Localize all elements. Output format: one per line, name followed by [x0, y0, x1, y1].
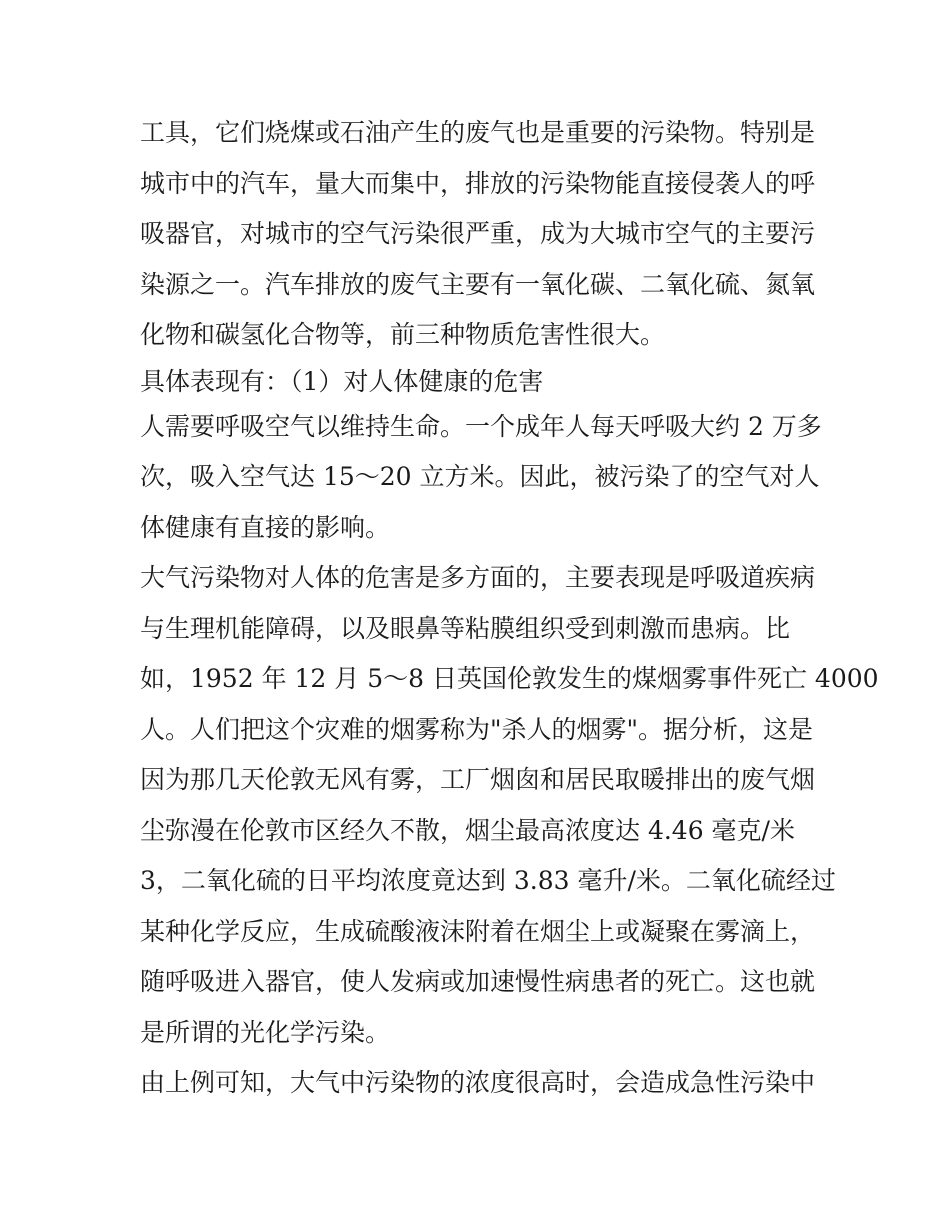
text-line: 城市中的汽车，量大而集中，排放的污染物能直接侵袭人的呼: [140, 168, 816, 198]
text-line: 工具，它们烧煤或石油产生的废气也是重要的污染物。特别是: [140, 118, 816, 147]
document-body: [140, 108, 879, 1109]
paragraph-breathing: [140, 402, 820, 554]
paragraph-heading-health: [140, 361, 820, 402]
text-line: 人。人们把这个灾难的烟雾称为"杀人的烟雾"。据分析，这是: [140, 714, 814, 744]
paragraph-vehicle-exhaust: [140, 108, 820, 361]
text-line: 3，二氧化硫的日平均浓度竟达到 3.83 毫升/米。二氧化硫经过: [140, 866, 836, 895]
paragraph-conclusion: [140, 1058, 820, 1109]
text-line: 具体表现有：（1）对人体健康的危害: [140, 366, 544, 396]
text-line: 化物和碳氢化合物等，前三种物质危害性很大。: [140, 320, 666, 349]
text-line: 如，1952 年 12 月 5～8 日英国伦敦发生的煤烟雾事件死亡 4000: [140, 664, 879, 693]
text-line: 大气污染物对人体的危害是多方面的，主要表现是呼吸道疾病: [140, 563, 816, 592]
text-line: 染源之一。汽车排放的废气主要有一氧化碳、二氧化硫、氮氧: [140, 269, 816, 299]
paragraph-london-smog: [140, 553, 879, 1058]
text-line: 因为那几天伦敦无风有雾，工厂烟囱和居民取暖排出的废气烟: [140, 765, 816, 794]
text-line: 由上例可知，大气中污染物的浓度很高时，会造成急性污染中: [140, 1068, 816, 1097]
text-line: 尘弥漫在伦敦市区经久不散，烟尘最高浓度达 4.46 毫克/米: [140, 815, 795, 845]
text-line: 某种化学反应，生成硫酸液沫附着在烟尘上或凝聚在雾滴上，: [140, 916, 816, 946]
text-line: 随呼吸进入器官，使人发病或加速慢性病患者的死亡。这也就: [140, 967, 816, 996]
text-line: 与生理机能障碍，以及眼鼻等粘膜组织受到刺激而患病。比: [140, 613, 791, 643]
text-line: 吸器官，对城市的空气污染很严重，成为大城市空气的主要污: [140, 219, 816, 248]
text-line: 人需要呼吸空气以维持生命。一个成年人每天呼吸大约 2 万多: [140, 411, 822, 441]
text-line: 是所谓的光化学污染。: [140, 1017, 391, 1047]
text-line: 体健康有直接的影响。: [140, 512, 391, 542]
text-line: 次，吸入空气达 15～20 立方米。因此，被污染了的空气对人: [140, 462, 820, 491]
